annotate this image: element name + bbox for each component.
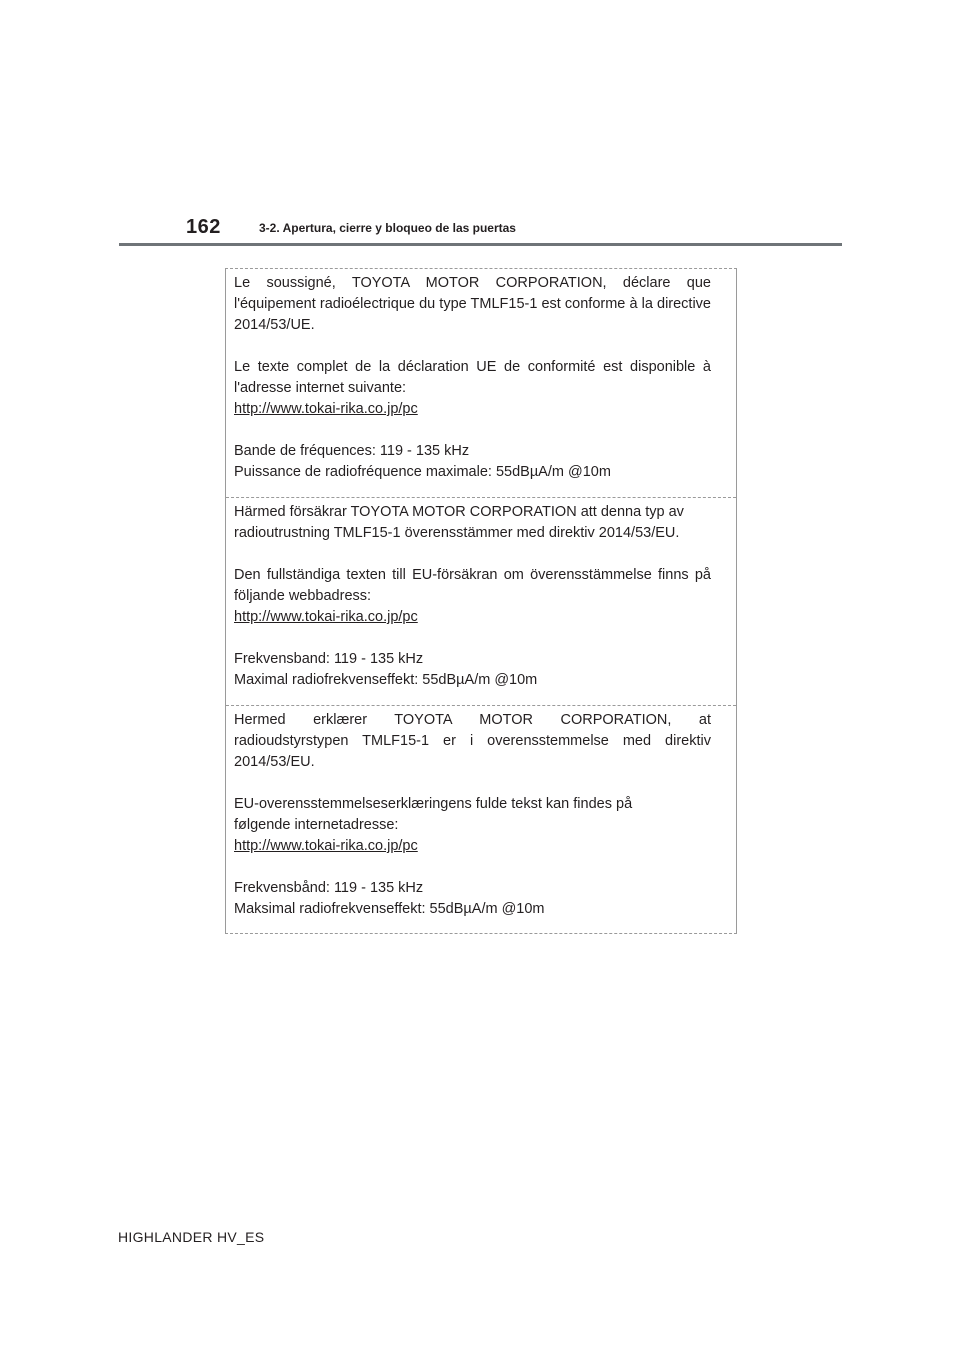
declaration-text: Le soussigné, TOYOTA MOTOR CORPORATION, déclare que l'équipement radioélectrique du type TMLF15-1 est conforme à la directive 2014/53/UE. — [234, 275, 711, 333]
availability-paragraph — [234, 794, 711, 857]
page-number: 162 — [186, 216, 221, 238]
frequency-text: Frekvensbånd: 119 - 135 kHz — [234, 880, 424, 896]
frequency-text: Frekvensband: 119 - 135 kHz — [234, 651, 424, 667]
power-text: Puissance de radiofréquence maximale: 55dBµA/m @10m — [234, 464, 611, 480]
availability-text-line1: EU-overensstemmelseserklæringens fulde tekst kan findes på — [234, 796, 633, 812]
power-text: Maksimal radiofrekvenseffekt: 55dBµA/m @10m — [234, 901, 545, 917]
power-text: Maximal radiofrekvenseffekt: 55dBµA/m @10m — [234, 672, 538, 688]
declaration-url-link[interactable]: http://www.tokai-rika.co.jp/pc — [234, 609, 418, 625]
header-divider — [119, 243, 842, 246]
specs-paragraph — [234, 441, 711, 483]
declaration-url-link[interactable]: http://www.tokai-rika.co.jp/pc — [234, 838, 418, 854]
specs-paragraph — [234, 878, 711, 920]
declaration-url-link[interactable]: http://www.tokai-rika.co.jp/pc — [234, 401, 418, 417]
availability-text-line2: følgende internetadresse: — [234, 817, 399, 833]
declaration-text: Härmed försäkrar TOYOTA MOTOR CORPORATION att denna typ av radioutrustning TMLF15-1 överensstämmer med direktiv 2014/53/EU. — [234, 504, 684, 541]
footer-model-name: HIGHLANDER HV_ES — [118, 1229, 265, 1245]
availability-text: Le texte complet de la déclaration UE de conformité est disponible à l'adresse internet suivante: — [234, 359, 711, 396]
notice-french — [226, 269, 736, 497]
declaration-text: Hermed erklærer TOYOTA MOTOR CORPORATION, at radioudstyrstypen TMLF15-1 er i overensstemmelse med direktiv 2014/53/EU. — [234, 712, 711, 770]
availability-paragraph — [234, 357, 711, 420]
notice-swedish — [226, 497, 736, 705]
specs-paragraph — [234, 649, 711, 691]
notice-danish — [226, 705, 736, 933]
section-title: 3-2. Apertura, cierre y bloqueo de las puertas — [259, 221, 516, 235]
frequency-text: Bande de fréquences: 119 - 135 kHz — [234, 443, 470, 459]
availability-paragraph — [234, 565, 711, 628]
availability-text: Den fullständiga texten till EU-försäkran om överensstämmelse finns på följande webbadress: — [234, 567, 711, 604]
regulatory-notice-box — [225, 268, 737, 934]
